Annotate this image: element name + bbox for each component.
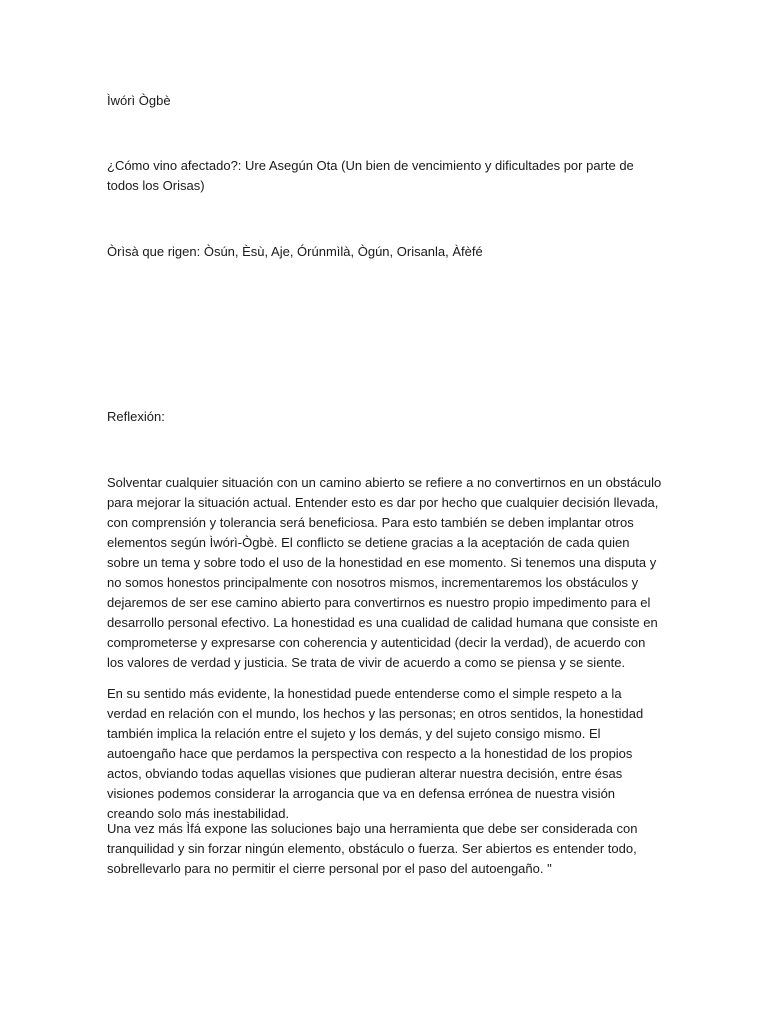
- document-title: Ìwórì Ògbè: [107, 93, 171, 108]
- orisas-line: Òrìsà que rigen: Òsún, Èsù, Aje, Órúnmìlà, Ògún, Orisanla, Àfèfé: [107, 244, 483, 259]
- paragraph: En su sentido más evidente, la honestidad puede entenderse como el simple respeto a la verdad en relación con el mundo, los hechos y las personas; en otros sentidos, la honestidad también implica la relación entre el sujeto y los demás, y del sujeto consigo mismo. El autoengaño hace que perdamos la perspectiva con respecto a la honestidad de los propios actos, obviando todas aquellas visiones que pudieran alterar nuestra decisión, entre ésas visiones podemos considerar la arrogancia que va en defensa errónea de nuestra visión creando solo más inestabilidad.: [107, 686, 644, 821]
- paragraph: Solventar cualquier situación con un camino abierto se refiere a no convertirnos en un obstáculo para mejorar la situación actual. Entender esto es dar por hecho que cualquier decisión llevada, con comprensión y tolerancia será beneficiosa. Para esto también se deben implantar otros elementos según Ìwórì-Ògbè. El conflicto se detiene gracias a la aceptación de cada quien sobre un tema y sobre todo el uso de la honestidad en ese momento. Si tenemos una disputa y no somos honestos principalmente con nosotros mismos, incrementaremos los obstáculos y dejaremos de ser ese camino abierto para convertirnos es nuestro propio impedimento para el desarrollo personal efectivo. La honestidad es una cualidad de calidad humana que consiste en comprometerse y expresarse con coherencia y autenticidad (decir la verdad), de acuerdo con los valores de verdad y justicia. Se trata de vivir de acuerdo a como se piensa y se siente.: [107, 475, 662, 670]
- reflection-heading: Reflexión:: [107, 409, 165, 424]
- paragraph: Una vez más Ìfá expone las soluciones bajo una herramienta que debe ser considerada con tranquilidad y sin forzar ningún elemento, obstáculo o fuerza. Ser abiertos es entender todo, sobrellevarlo para no permitir el cierre personal por el paso del autoengaño. ": [107, 821, 638, 876]
- affected-line: ¿Cómo vino afectado?: Ure Asegún Ota (Un bien de vencimiento y dificultades por parte de todos los Orisas): [107, 158, 634, 193]
